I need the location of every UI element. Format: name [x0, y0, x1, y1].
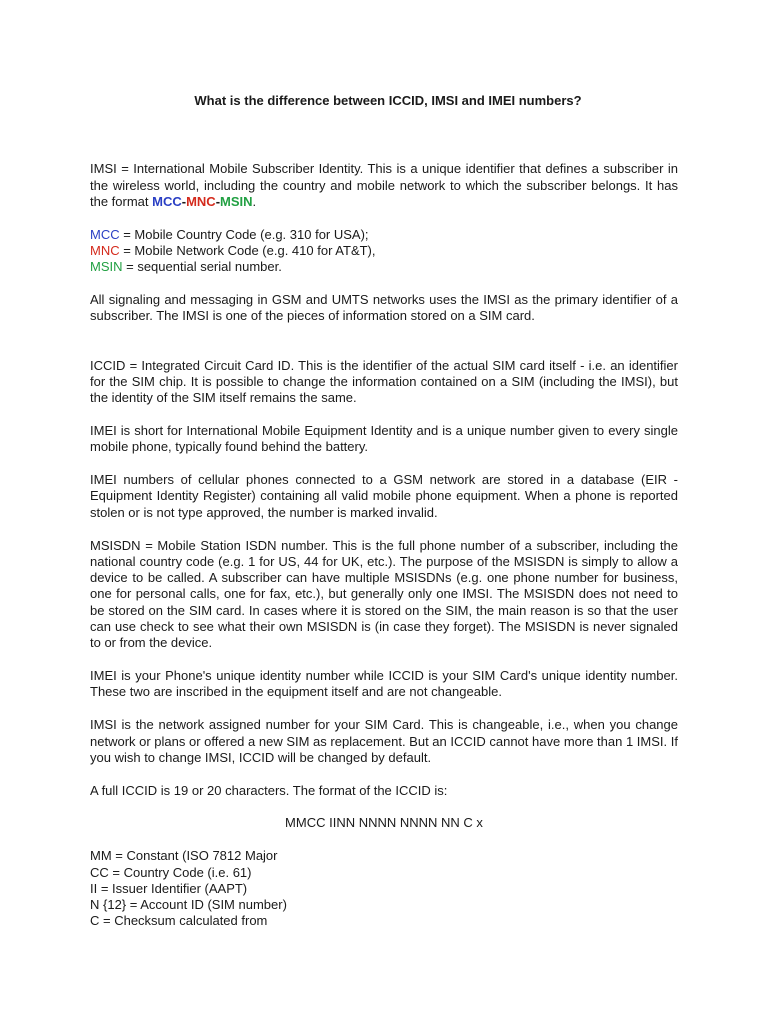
- iccid-format-line: MMCC IINN NNNN NNNN NN C x: [285, 815, 483, 831]
- mcc-text: = Mobile Country Code (e.g. 310 for USA);: [119, 226, 369, 242]
- imsi-intro-paragraph: [90, 161, 678, 210]
- iccid-field-item: C = Checksum calculated from: [90, 913, 268, 929]
- iccid-full-paragraph: A full ICCID is 19 or 20 characters. The format of the ICCID is:: [90, 782, 448, 798]
- iccid-field-list: [90, 848, 678, 929]
- format-mcc: MCC: [152, 193, 182, 209]
- imsi-intro-text: IMSI = International Mobile Subscriber Identity. This is a unique identifier that defines a subscriber in the wireless world, including the country and mobile network to which the subscriber belongs. It has the format: [90, 161, 678, 209]
- mnc-text: = Mobile Network Code (e.g. 410 for AT&T),: [119, 242, 376, 258]
- mnc-definition: [90, 243, 678, 259]
- format-dash-1: -: [181, 193, 187, 209]
- imsi-network-paragraph: IMSI is the network assigned number for your SIM Card. This is changeable, i.e., when you change network or plans or offered a new SIM as replacement. But an ICCID cannot have more than 1 IMSI. If you wish to change IMSI, ICCID will be changed by default.: [90, 717, 678, 765]
- page-title: What is the difference between ICCID, IMSI and IMEI numbers?: [194, 93, 582, 108]
- mnc-key: MNC: [90, 242, 120, 258]
- msin-definition: [90, 259, 678, 275]
- iccid-field-item: CC = Country Code (i.e. 61): [90, 864, 252, 880]
- format-dash-2: -: [215, 193, 221, 209]
- iccid-paragraph: ICCID = Integrated Circuit Card ID. This is the identifier of the actual SIM card itself - i.e. an identifier for the SIM chip. It is possible to change the information contained on a SIM (including the IMSI), but the identity of the SIM itself remains the same.: [90, 357, 678, 406]
- msisdn-paragraph: MSISDN = Mobile Station ISDN number. This is the full phone number of a subscriber, including the national country code (e.g. 1 for US, 44 for UK, etc.). The purpose of the MSISDN is simply to allow a device to be called. A subscriber can have multiple MSISDNs (e.g. one phone number for business, one for personal calls, one for fax, etc.), but generally only one IMSI. The MSISDN does not need to be stored on the SIM card. In cases where it is stored on the SIM, the main reason is so that the user can use check to see what their own MSISDN is (in case they forget). The MSISDN is never signaled to or from the device.: [90, 537, 678, 651]
- format-msin: MSIN: [220, 193, 253, 209]
- iccid-field-item: MM = Constant (ISO 7812 Major: [90, 848, 278, 864]
- mcc-key: MCC: [90, 226, 120, 242]
- imei-vs-iccid-paragraph: IMEI is your Phone's unique identity number while ICCID is your SIM Card's unique identity number. These two are inscribed in the equipment itself and are not changeable.: [90, 668, 678, 700]
- iccid-field-item: II = Issuer Identifier (AAPT): [90, 880, 248, 896]
- signaling-paragraph: All signaling and messaging in GSM and UMTS networks uses the IMSI as the primary identifier of a subscriber. The IMSI is one of the pieces of information stored on a SIM card.: [90, 292, 678, 324]
- iccid-field-item: N {12} = Account ID (SIM number): [90, 897, 287, 913]
- imei-paragraph: IMEI is short for International Mobile Equipment Identity and is a unique number given to every single mobile phone, typically found behind the battery.: [90, 423, 678, 455]
- imsi-definitions: [90, 227, 678, 276]
- msin-key: MSIN: [90, 259, 123, 275]
- format-end: .: [252, 193, 257, 209]
- mcc-definition: [90, 227, 678, 243]
- imei-eir-paragraph: IMEI numbers of cellular phones connected to a GSM network are stored in a database (EIR - Equipment Identity Register) containing all valid mobile phone equipment. When a phone is reported stolen or is not type approved, the number is marked invalid.: [90, 472, 678, 520]
- msin-text: = sequential serial number.: [122, 259, 282, 275]
- format-mnc: MNC: [186, 193, 216, 209]
